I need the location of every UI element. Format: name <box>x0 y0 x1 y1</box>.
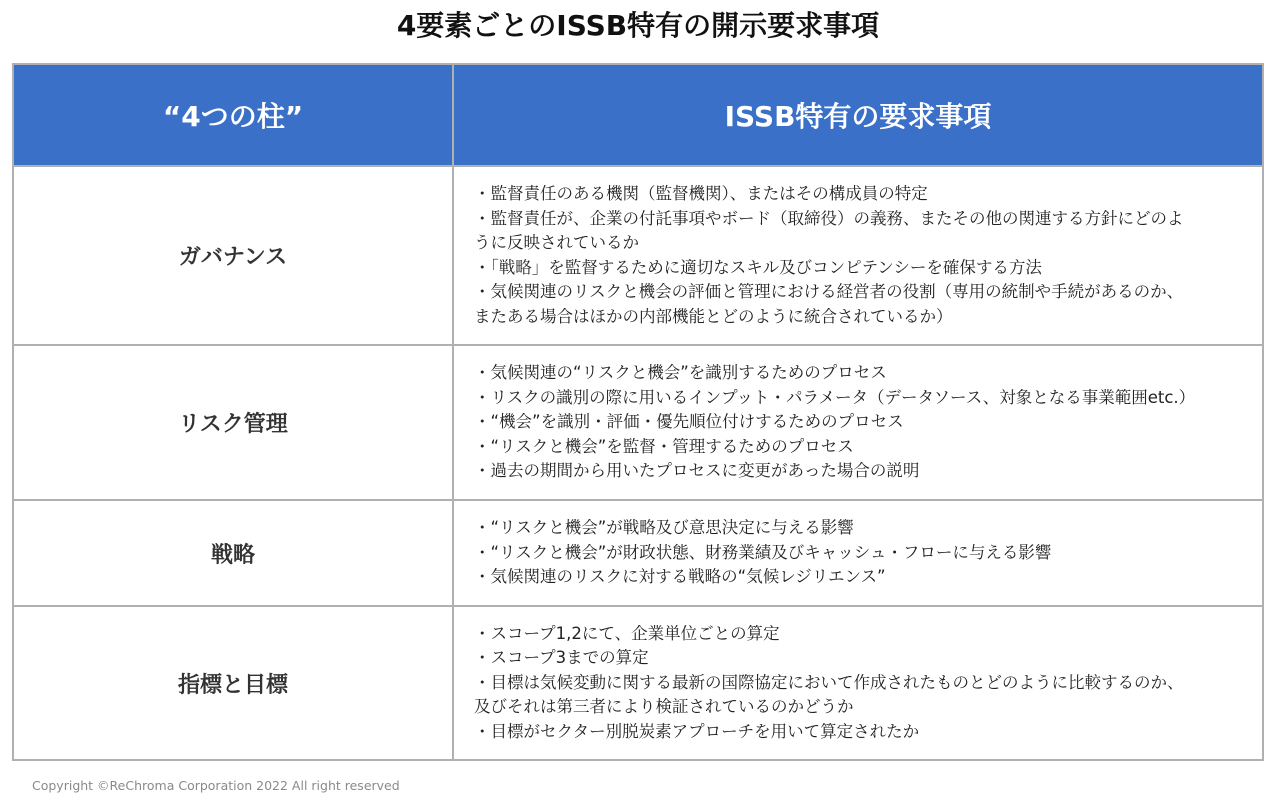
table-row-risk-management <box>13 345 1263 500</box>
requirements-metrics-targets <box>453 606 1263 760</box>
pillar-strategy: 戦略 <box>13 500 453 606</box>
requirements-governance <box>453 166 1263 345</box>
list-item: ・「戦略」を監督するために適切なスキル及びコンピテンシーを確保する方法 <box>474 257 1042 277</box>
list-item: ・気候関連のリスクに対する戦略の“気候レジリエンス” <box>474 567 886 587</box>
list-item: ・“リスクと機会”が戦略及び意思決定に与える影響 <box>474 518 854 538</box>
list-item: ・“機会”を識別・評価・優先順位付けするためのプロセス <box>474 412 904 432</box>
table-row-metrics-targets <box>13 606 1263 760</box>
list-item: ・過去の期間から用いたプロセスに変更があった場合の説明 <box>474 461 920 481</box>
list-item: ・“リスクと機会”が財政状態、財務業績及びキャッシュ・フローに与える影響 <box>474 542 1052 562</box>
list-item: ・監督責任が、企業の付託事項やボード（取締役）の義務、またその他の関連する方針にどのよ <box>474 208 1184 228</box>
table-header-row <box>13 64 1263 166</box>
list-item: ・目標は気候変動に関する最新の国際協定において作成されたものとどのように比較するのか、 <box>474 672 1184 692</box>
list-item: またある場合はほかの内部機能とどのように統合されているか） <box>474 306 953 326</box>
pillar-metrics-targets: 指標と目標 <box>13 606 453 760</box>
page-title: 4要素ごとのISSB特有の開示要求事項 <box>396 9 880 42</box>
list-item: 及びそれは第三者により検証されているのかどうか <box>474 697 854 717</box>
table-row-strategy <box>13 500 1263 606</box>
list-item: ・リスクの識別の際に用いるインプット・パラメータ（データソース、対象となる事業範囲etc.） <box>474 387 1196 407</box>
table-row-governance <box>13 166 1263 345</box>
requirements-table <box>12 63 1264 761</box>
requirements-strategy <box>453 500 1263 606</box>
pillar-risk-management: リスク管理 <box>13 345 453 500</box>
list-item: ・スコープ1,2にて、企業単位ごとの算定 <box>474 623 780 643</box>
list-item: ・目標がセクター別脱炭素アプローチを用いて算定されたか <box>474 721 920 741</box>
list-item: ・気候関連のリスクと機会の評価と管理における経営者の役割（専用の統制や手続があるのか、 <box>474 282 1184 301</box>
pillar-governance: ガバナンス <box>13 166 453 345</box>
list-item: ・監督責任のある機関（監督機関）、またはその構成員の特定 <box>474 184 928 203</box>
header-requirements: ISSB特有の要求事項 <box>453 64 1263 166</box>
list-item: ・“リスクと機会”を監督・管理するためのプロセス <box>474 436 854 456</box>
requirements-risk-management <box>453 345 1263 500</box>
list-item: ・気候関連の“リスクと機会”を識別するためのプロセス <box>474 363 887 383</box>
list-item: ・スコープ3までの算定 <box>474 648 649 668</box>
list-item: うに反映されているか <box>474 233 639 252</box>
copyright-footer: Copyright ©ReChroma Corporation 2022 All right reserved <box>32 778 400 793</box>
header-pillar: “4つの柱” <box>13 64 453 166</box>
